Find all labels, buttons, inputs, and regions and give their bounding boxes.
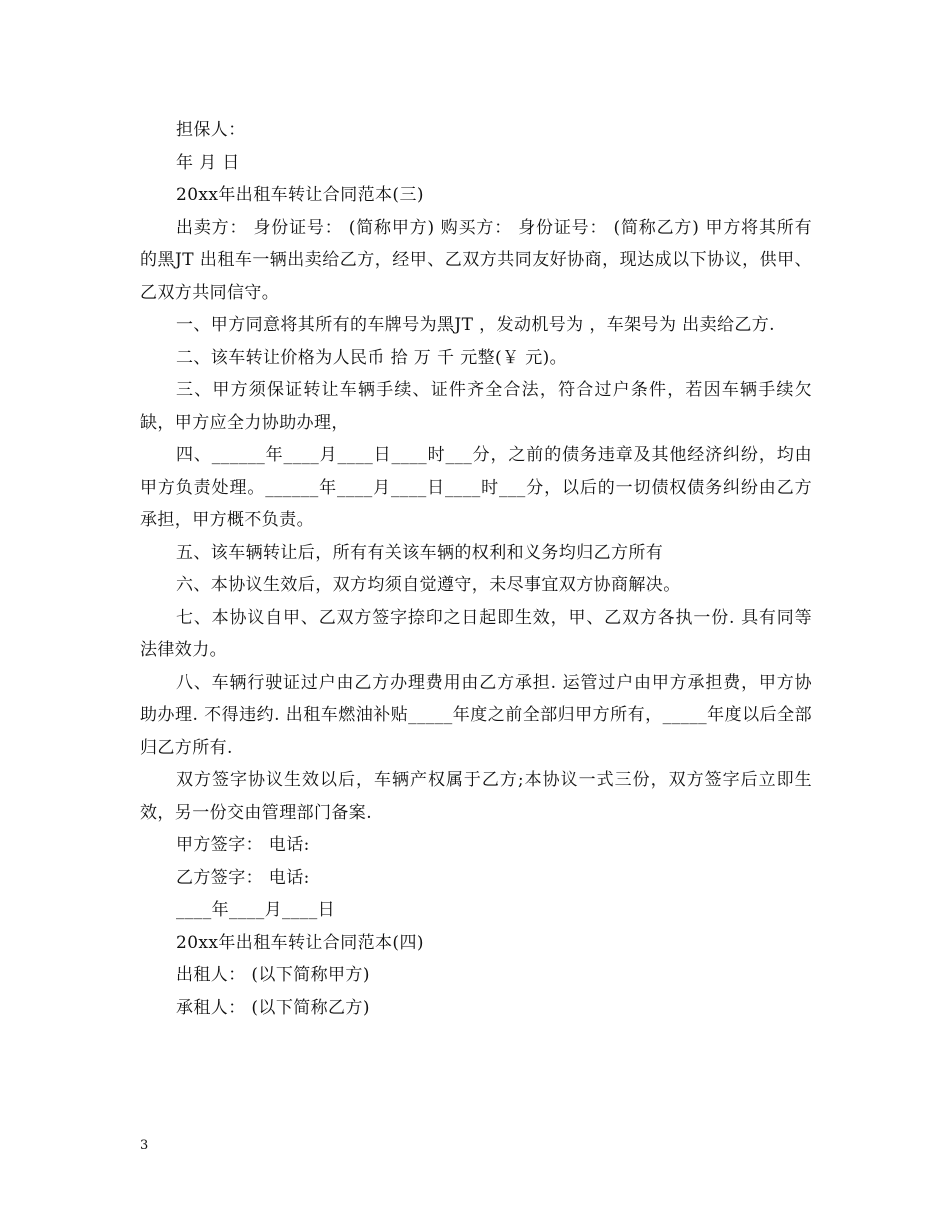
section-title-4: 20xx年出租车转让合同范本(四) [176,932,424,953]
clause-3: 三、甲方须保证转让车辆手续、证件齐全合法，符合过户条件，若因车辆手续欠缺，甲方应全力协助办理， [140,380,812,433]
signature-date: ____年____月____日 [176,900,335,920]
lessor-line: 出租人： (以下简称甲方) [176,965,370,985]
lessee-line: 承租人： (以下简称乙方) [176,997,370,1018]
clause-2: 二、该车转让价格为人民币 拾 万 千 元整(￥ 元)。 [176,347,568,368]
clause-7: 七、本协议自甲、乙双方签字捺印之日起即生效，甲、乙双方各执一份. 具有同等法律效力。 [140,607,812,660]
party-b-signature: 乙方签字： 电话: [176,867,310,888]
date-line: 年 月 日 [176,152,240,173]
clause-6: 六、本协议生效后，双方均须自觉遵守，未尽事宜双方协商解决。 [176,575,681,595]
page-number: 3 [140,1138,149,1153]
clause-4: 四、______年____月____日____时___分，之前的债务违章及其他经济纠纷，均由甲方负责处理。______年____月____日____时___分，以后的一切债权债务纠纷由乙方承担，甲方概不负责。 [140,445,812,530]
section-title-3: 20xx年出租车转让合同范本(三) [176,185,424,205]
clause-1: 一、甲方同意将其所有的车牌号为黑JT ，发动机号为 ，车架号为 出卖给乙方. [176,315,775,335]
effect-paragraph: 双方签字协议生效以后，车辆产权属于乙方;本协议一式三份，双方签字后立即生效，另一份交由管理部门备案. [140,770,812,823]
parties-paragraph: 出卖方： 身份证号： (简称甲方) 购买方： 身份证号： (简称乙方) 甲方将其所有的黑JT 出租车一辆出卖给乙方，经甲、乙双方共同友好协商，现达成以下协议，供甲、乙双方共同信守。 [140,217,812,303]
guarantor-line: 担保人： [176,120,246,140]
clause-5: 五、该车辆转让后，所有有关该车辆的权利和义务均归乙方所有 [176,542,664,563]
party-a-signature: 甲方签字： 电话: [176,835,310,855]
clause-8: 八、车辆行驶证过户由乙方办理费用由乙方承担. 运管过户由甲方承担费，甲方协助办理. 不得违约. 出租车燃油补贴_____年度之前全部归甲方所有，_____年度以后全部归乙方所有. [140,672,812,758]
document-body [140,114,812,1024]
